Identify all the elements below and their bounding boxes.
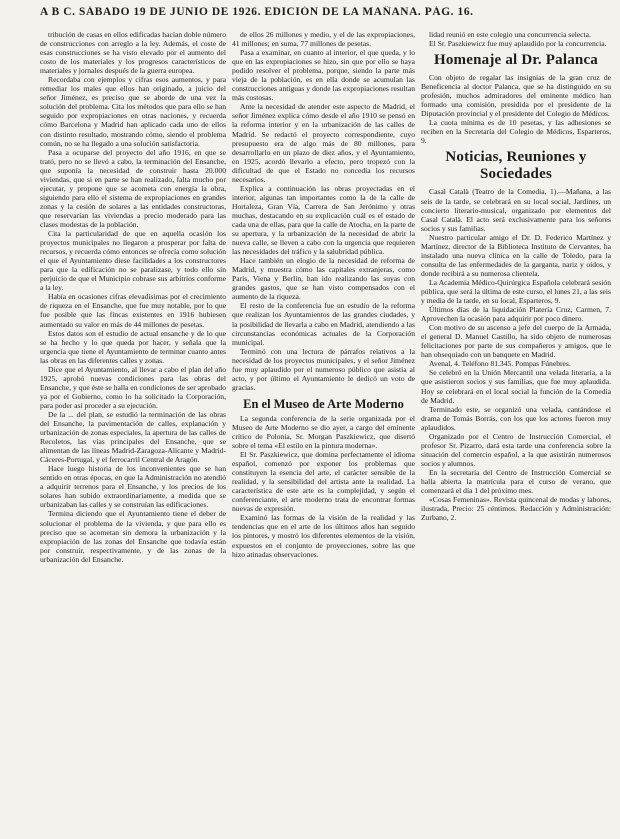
article-paragraph: El Sr. Paszkiewicz, que domina perfectamente el idioma español, comenzó por exponer los problemas que constituyen la esencia del arte, el carácter sensible de la realidad, y la sensibilidad del artista ante la realidad. La característica de este arte es la complejidad, y según el conferenciante, el arte moderno trata de encontrar formas nuevas de expresión.: [232, 450, 415, 514]
section-title-noticias: Noticias, Reuniones y Sociedades: [445, 149, 587, 183]
article-paragraph: Explica a continuación las obras proyectadas en el interior, algunas tan importantes como la de la calle de Hortaleza, Gran Vía, Carrera de San Jerónimo y otras muchas, destacando en su explicación cuál es el estado de cada una de ellas, para que la calle de Atocha, en la parte de su apertura, y la urbanización de la necesidad de abrir la nueva calle, se lleven a cabo con la urgencia que requieren las necesidades del tráfico y la salubridad pública.: [232, 183, 415, 257]
article-paragraph: Hace luego historia de los inconvenientes que se han sentido en otras épocas, en que la Administración no atendió a adquirir terrenos para el Ensanche, y los precios de los solares han subido extraordinariamente, a medida que se urbanizaban las calles y se construían las edificaciones.: [40, 464, 226, 510]
column-right: [421, 30, 611, 835]
article-paragraph: Examinó las formas de la visión de la realidad y las tendencias que en el arte de los últimos años han seguido los pintores, y mostró los diferentes elementos de la visión, expuestos en el conjunto de proyecciones, sobre las que hizo atinadas observaciones.: [232, 513, 415, 559]
section-title-homenaje: Homenaje al Dr. Palanca: [433, 52, 599, 69]
article-paragraph: Hace también un elogio de la necesidad de reforma de Madrid, y muestra cómo las capitales extranjeras, como París, Viena y Berlín, han ido realizando las suyas con grandes gastos, que se han visto compensados con el aumento de la riqueza.: [232, 256, 415, 302]
notice-paragraph: Con motivo de su ascenso a jefe del cuerpo de la Armada, el general D. Manuel Castillo, ha sido objeto de numerosas felicitaciones por parte de sus compañeros y amigos, que le han obsequiado con un banquete en Madrid.: [421, 323, 611, 360]
article-paragraph: Pasa a examinar, en cuanto al interior, el que queda, y lo que en las expropiaciones se hizo, sin que por ello se haya podido resolver el problema, porque, siendo la parte más vieja de la población, es en ella donde se acumulan las construcciones antiguas y donde las expropiaciones resultan más costosas.: [232, 48, 415, 103]
notice-paragraph: Nuestro particular amigo el Dr. D. Federico Martínez y Martínez, director de la Biblioteca Instituto de Cervantes, ha instalado una nueva clínica en la calle de Toledo, para la consulta de las enfermedades de la garganta, nariz y oídos, y donde recibirá a su numerosa clientela.: [421, 232, 611, 278]
notice-paragraph: La Academia Médico-Quirúrgica Española celebrará sesión pública, que será la última de este curso, el lunes 21, a las seis y media de la tarde, en su local, Esparteros, 9.: [421, 277, 611, 306]
column-left: [40, 30, 226, 835]
notice-paragraph: En la secretaría del Centro de Instrucción Comercial se halla abierta la matrícula para el curso de verano, que comenzará el día 1 del próximo mes.: [421, 467, 611, 496]
article-paragraph: De la ... del plan, se estudió la terminación de las obras del Ensanche, la pavimentación de calles, explanación y urbanización de zonas especiales, la apertura de las calles de Recoletos, las vías principales del Ensanche, que se alimentan de las líneas Madrid-Zaragoza-Alicante y Madrid-Cáceres-Portugal, y el ferrocarril Central de Aragón.: [40, 409, 226, 465]
article-paragraph: Cita la particularidad de que en aquella ocasión los proyectos municipales no llegaron a prosperar por falta de recursos, y recuerda cómo entonces se ofrecía como solución el que el Ayuntamiento diese facilidades a los constructores para que la edificación no se paralizase, y todo ello sin perjuicio de que el Municipio cobrase sus arbitrios conforme a la ley.: [40, 229, 226, 293]
notice-paragraph: Últimos días de la liquidación Platería Cruz, Carmen, 7. Aprovechen la ocasión para adquirir por poco dinero.: [421, 305, 611, 324]
notice-paragraph: Terminado este, se organizó una velada, cantándose el drama de Tomás Borrás, con los que los actores fueron muy aplaudidos.: [421, 404, 611, 432]
notice-paragraph: Se celebró en la Unión Mercantil una velada literaria, a la que asistieron socios y sus familias, que fue muy aplaudida. Hoy se celebrará en el local social la función de la Comedia de Madrid.: [421, 368, 611, 405]
article-paragraph: Ante la necesidad de atender este aspecto de Madrid, el señor Jiménez explica cómo desde el año 1910 se pensó en la reforma interior y en la urbanización de las calles de Madrid. Se redactó el proyecto correspondiente, cuyo presupuesto era de algo más de 80 millones, para desarrollarlo en un plazo de diez años, y el Ayuntamiento, en 1925, acordó llevarlo a efecto, pero tropezó con la dificultad de que el Estado no concedía los recursos necesarios.: [232, 102, 415, 184]
article-paragraph: El Sr. Paszkiewicz fue muy aplaudido por la concurrencia.: [429, 39, 607, 49]
article-paragraph: Termina diciendo que el Ayuntamiento tiene el deber de solucionar el problema de la vivienda, y que para ello es preciso que se acometan sin demora la urbanización y la expropiación de las zonas del Ensanche que todavía están por construir, respectivamente, y de las zonas de la urbanización del Ensanche.: [40, 509, 226, 564]
article-paragraph: Terminó con una lectura de párrafos relativos a la necesidad de los proyectos municipales, y el señor Jiménez fue muy aplaudido por el numeroso público que asistía al acto, y por último el Ayuntamiento le dedicó un voto de gracias.: [232, 346, 415, 392]
article-paragraph: de ellos 26 millones y medio, y el de las expropiaciones, 41 millones; en suma, 77 millones de pesetas.: [232, 30, 415, 49]
article-paragraph: El resto de la conferencia fue un estudio de la reforma que realizan los Ayuntamientos de las grandes ciudades, y la posibilidad de llevarla a cabo en Madrid, atendiendo a las circunstancias económicas actuales de la Corporación municipal.: [232, 301, 415, 347]
article-paragraph: Con objeto de regalar las insignias de la gran cruz de Beneficencia al doctor Palanca, que se ha distinguido en su profesión, muchos admiradores del eminente médico han formado una comisión, presidida por el presidente de la Diputación provincial y el presidente del Colegio de Médicos.: [421, 73, 611, 119]
article-paragraph: La segunda conferencia de la serie organizada por el Museo de Arte Moderno se dio ayer, a cargo del eminente crítico de Polonia, Sr. Morgan Paszkiewicz, que disertó sobre el tema «El estilo en la pintura moderna».: [232, 413, 415, 451]
section-title-museo: En el Museo de Arte Moderno: [243, 396, 404, 411]
notice-paragraph: Avenal, 4. Teléfono 81.345. Pompas Fúnebres.: [429, 359, 571, 369]
notice-paragraph: Casal Català (Teatro de la Comedia, 1).—Mañana, a las seis de la tarde, se celebrará en su local social, Jardines, un concierto literario-musical, organizado por elementos del Casal Català. El acto será exclusivamente para los señores socios y sus familias.: [421, 187, 611, 233]
notice-paragraph: Organizado por el Centro de Instrucción Comercial, el profesor Sr. Pizarro, dará esta tarde una conferencia sobre la situación del comercio español, a la que asistirán numerosos socios y alumnos.: [421, 431, 611, 468]
page-header: A B C. SÁBADO 19 DE JUNIO DE 1926. EDICIÓN DE LA MAÑANA. PÁG. 16.: [40, 6, 474, 18]
article-paragraph: Recordaba con ejemplos y cifras esos aumentos, y para remediar los males que ellos han originado, a juicio del señor Jiménez, es preciso que se aborde de una vez la solución del problema. Cita los métodos que para ello se han seguido por expropiaciones en otras naciones, y recuerda cómo Barcelona y Madrid han aplicado cada uno de ellos con distinto resultado, mostrando cómo, siendo el problema común, no se ha llegado a una solución satisfactoria.: [40, 75, 226, 148]
article-paragraph: Pasa a ocuparse del proyecto del año 1916, en que se trató, pero no se llevó a cabo, la terminación del Ensanche, que suponía la necesidad de construir hasta 20.000 viviendas, que si en parte se han realizado, falta mucho por ejecutar, y propone que se acometa con energía la obra, siguiendo para ello el sistema de expropiaciones en grandes zonas y la cesión de solares a las entidades constructoras, que reservarían las viviendas a precio moderado para las clases modestas de la población.: [40, 147, 226, 229]
article-paragraph: lidad reunió en este colegio una concurrencia selecta.: [429, 30, 591, 39]
article-paragraph: Dice que el Ayuntamiento, al llevar a cabo el plan del año 1925, aprobó nuevas condiciones para las obras del Ensanche, y que éste se halla en condiciones de ser aprobado ya por el Gobierno, como lo ha solicitado la Corporación, para poder así proceder a su ejecución.: [40, 364, 226, 410]
article-paragraph: La cuota mínima es de 10 pesetas, y las adhesiones se reciben en la Secretaría del Colegio de Médicos, Esparteros, 9.: [421, 118, 611, 146]
column-middle: [232, 30, 415, 835]
article-paragraph: tribución de casas en ellos edificadas hacían doble número de construcciones con arreglo a la ley. Además, el coste de esas construcciones se ha visto elevado por el aumento del costo de los materiales y los progresos característicos de materiales y jornales después de la guerra europea.: [40, 30, 226, 76]
article-paragraph: Había en ocasiones cifras elevadísimas por el crecimiento de riqueza en el Ensanche, que fue muy notable, por lo que fue posible que las fincas existentes en 1916 hubiesen aumentado su valor en más de 44 millones de pesetas.: [40, 292, 226, 329]
notice-paragraph: «Cosas Femeninas». Revista quincenal de modas y labores, ilustrada, Precio: 25 céntimos. Redacción y Administración: Zurbano, 2.: [421, 495, 611, 523]
article-paragraph: Estos datos son el estudio de actual ensanche y de lo que se ha hecho y lo que queda por hacer, y señala que la urgencia que tiene el Ayuntamiento de terminar cuanto antes las obras en las diferentes calles y zonas.: [40, 328, 226, 365]
